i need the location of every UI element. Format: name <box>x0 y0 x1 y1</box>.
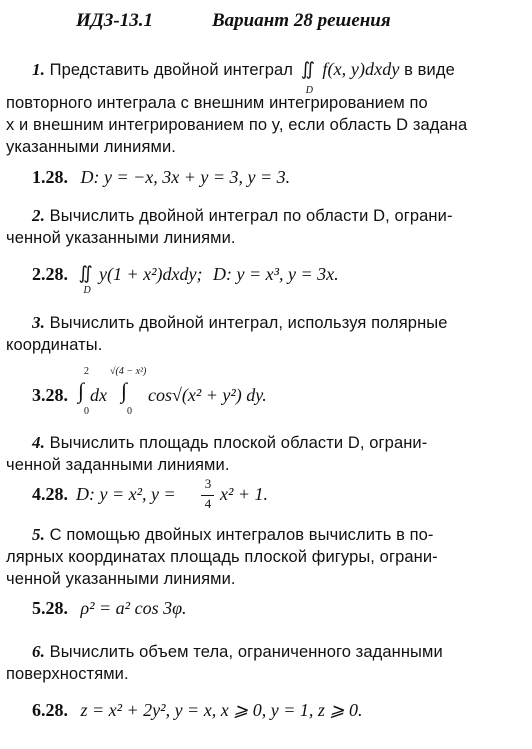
task-5-line-3: ченной указанными линиями. <box>6 570 236 588</box>
task-5 <box>6 524 506 590</box>
integral-sign: ∫ <box>121 378 128 403</box>
outer-lower-limit: 0 <box>84 406 89 417</box>
task-5-line-2: лярных координатах площадь плоской фигуры, ограни- <box>6 548 438 566</box>
formula-3-integrand: cos√(x² + y²) dy. <box>148 385 267 405</box>
formula-2-label: 2.28. <box>32 264 68 284</box>
formula-4-label: 4.28. <box>32 484 68 504</box>
task-2-number: 2. <box>32 206 45 225</box>
task-6 <box>6 641 506 685</box>
formula-2-rest: D: y = x³, y = 3x. <box>212 264 339 284</box>
inner-upper-limit: √(4 − x²) <box>110 366 147 377</box>
formula-4-expr-a: D: y = x², y = <box>76 484 176 504</box>
integral-sign: ∫ <box>78 378 85 403</box>
inner-lower-limit: 0 <box>127 406 132 417</box>
task-3-number: 3. <box>32 313 45 332</box>
task-2-line-1: Вычислить двойной интеграл по области D, ограни- <box>49 207 453 225</box>
formula-5-expr: ρ² = a² cos 3φ. <box>80 598 187 618</box>
task-6-line-1: Вычислить объем тела, ограниченного заданными <box>49 643 443 661</box>
formula-4-expr-b: x² + 1. <box>220 484 269 504</box>
task-1-line-2: повторного интеграла с внешним интегрированием по <box>6 93 428 112</box>
task-1-region: D <box>305 84 314 96</box>
formula-1-expr: D: y = −x, 3x + y = 3, y = 3. <box>80 167 291 187</box>
formula-6-28 <box>32 700 363 721</box>
task-3 <box>6 312 506 356</box>
formula-1-label: 1.28. <box>32 167 68 187</box>
fraction-denominator: 4 <box>204 496 212 511</box>
task-6-number: 6. <box>32 642 45 661</box>
task-1-integrand: f(x, y)dxdy <box>322 59 400 79</box>
task-1-text-a: Представить двойной интеграл <box>49 61 294 79</box>
formula-2-28 <box>32 262 339 296</box>
formula-2-integrand: y(1 + x²)dxdy; <box>99 264 203 284</box>
double-integral-sign: ∬ D <box>78 262 93 296</box>
task-2 <box>6 205 506 249</box>
task-3-line-1: Вычислить двойной интеграл, используя полярные <box>49 314 448 332</box>
document-code: ИДЗ-13.1 <box>76 10 154 31</box>
task-4-line-1: Вычислить площадь плоской области D, ограни- <box>49 434 428 452</box>
task-4-line-2: ченной заданными линиями. <box>6 456 230 474</box>
formula-5-28 <box>32 598 187 619</box>
formula-3-label: 3.28. <box>32 385 68 405</box>
formula-5-label: 5.28. <box>32 598 68 618</box>
outer-upper-limit: 2 <box>84 366 89 377</box>
task-6-line-2: поверхностями. <box>6 665 129 683</box>
outer-differential: dx <box>90 385 107 405</box>
task-1-number: 1. <box>32 60 45 79</box>
task-4 <box>6 432 506 476</box>
task-1-line-3: x и внешним интегрированием по y, если область D задана <box>6 115 468 134</box>
double-integral-sign: ∬ D <box>301 60 317 82</box>
fraction-numerator: 3 <box>204 476 212 491</box>
task-1-line-4: указанными линиями. <box>6 137 176 156</box>
formula-6-label: 6.28. <box>32 700 68 720</box>
task-5-line-1: С помощью двойных интегралов вычислить в по- <box>49 526 434 544</box>
formula-1-28 <box>32 167 290 188</box>
formula-2-region: D <box>83 284 91 296</box>
task-4-number: 4. <box>32 433 45 452</box>
task-5-number: 5. <box>32 525 45 544</box>
task-1-text-b: в виде <box>404 61 455 79</box>
task-1 <box>6 58 506 158</box>
variant-title: Вариант 28 решения <box>212 10 391 31</box>
task-3-line-2: координаты. <box>6 336 103 354</box>
formula-6-expr: z = x² + 2y², y = x, x ⩾ 0, y = 1, z ⩾ 0. <box>80 700 363 720</box>
task-2-line-2: ченной указанными линиями. <box>6 229 236 247</box>
